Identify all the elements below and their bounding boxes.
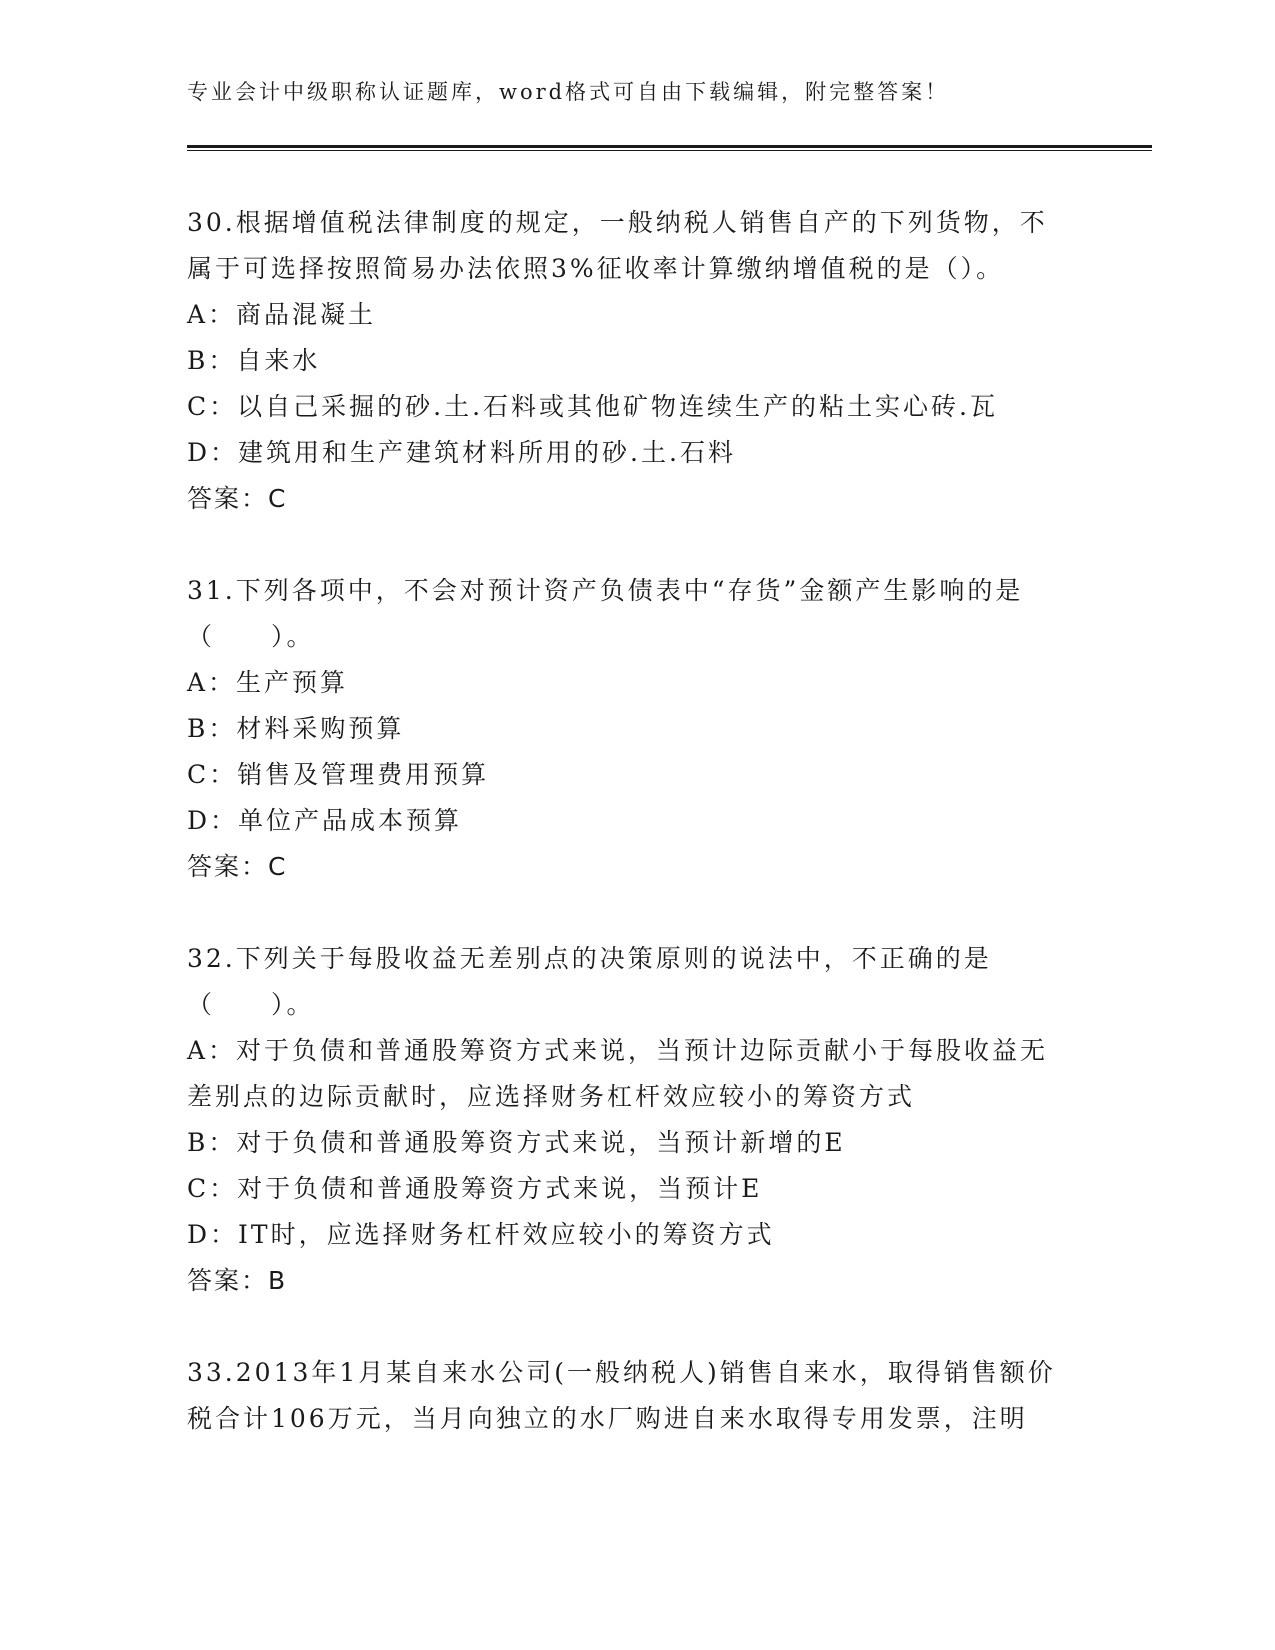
header-rule-thin: [187, 150, 1152, 151]
question-30: [187, 200, 1087, 522]
answer: 答案：C: [187, 852, 288, 881]
option-d: D：建筑用和生产建筑材料所用的砂.土.石料: [187, 438, 736, 467]
question-list: [187, 200, 1087, 1488]
question-stem-line: 32.下列关于每股收益无差别点的决策原则的说法中，不正确的是: [187, 944, 992, 973]
option-b: B：对于负债和普通股筹资方式来说，当预计新增的E: [187, 1128, 846, 1157]
question-stem-line: （ ）。: [187, 622, 315, 651]
question-stem-line: 33.2013年1月某自来水公司(一般纳税人)销售自来水，取得销售额价: [187, 1358, 1056, 1387]
option-b: B：自来水: [187, 346, 321, 375]
option-d: D：IT时，应选择财务杠杆效应较小的筹资方式: [187, 1220, 775, 1249]
question-stem-line: 税合计106万元，当月向独立的水厂购进自来水取得专用发票，注明: [187, 1404, 1028, 1433]
question-stem-line: 属于可选择按照简易办法依照3%征收率计算缴纳增值税的是（）。: [187, 254, 1005, 283]
option-a: A：对于负债和普通股筹资方式来说，当预计边际贡献小于每股收益无: [187, 1036, 1049, 1065]
page-header: 专业会计中级职称认证题库，word格式可自由下载编辑，附完整答案！: [187, 80, 950, 104]
option-a-continued: 差别点的边际贡献时，应选择财务杠杆效应较小的筹资方式: [187, 1082, 916, 1111]
option-c: C：销售及管理费用预算: [187, 760, 490, 789]
option-a: A：商品混凝土: [187, 300, 377, 329]
question-33: [187, 1350, 1087, 1442]
option-c: C：对于负债和普通股筹资方式来说，当预计E: [187, 1174, 763, 1203]
question-stem-line: （ ）。: [187, 990, 315, 1019]
option-a: A：生产预算: [187, 668, 349, 697]
option-c: C：以自己采掘的砂.土.石料或其他矿物连续生产的粘土实心砖.瓦: [187, 392, 998, 421]
question-31: [187, 568, 1087, 890]
answer: 答案：B: [187, 1266, 288, 1295]
header-rule-thick: [187, 145, 1152, 148]
option-b: B：材料采购预算: [187, 714, 405, 743]
option-d: D：单位产品成本预算: [187, 806, 463, 835]
question-stem-line: 31.下列各项中，不会对预计资产负债表中“存货”金额产生影响的是: [187, 576, 1024, 605]
question-32: [187, 936, 1087, 1304]
answer: 答案：C: [187, 484, 288, 513]
question-stem-line: 30.根据增值税法律制度的规定，一般纳税人销售自产的下列货物，不: [187, 208, 1048, 237]
